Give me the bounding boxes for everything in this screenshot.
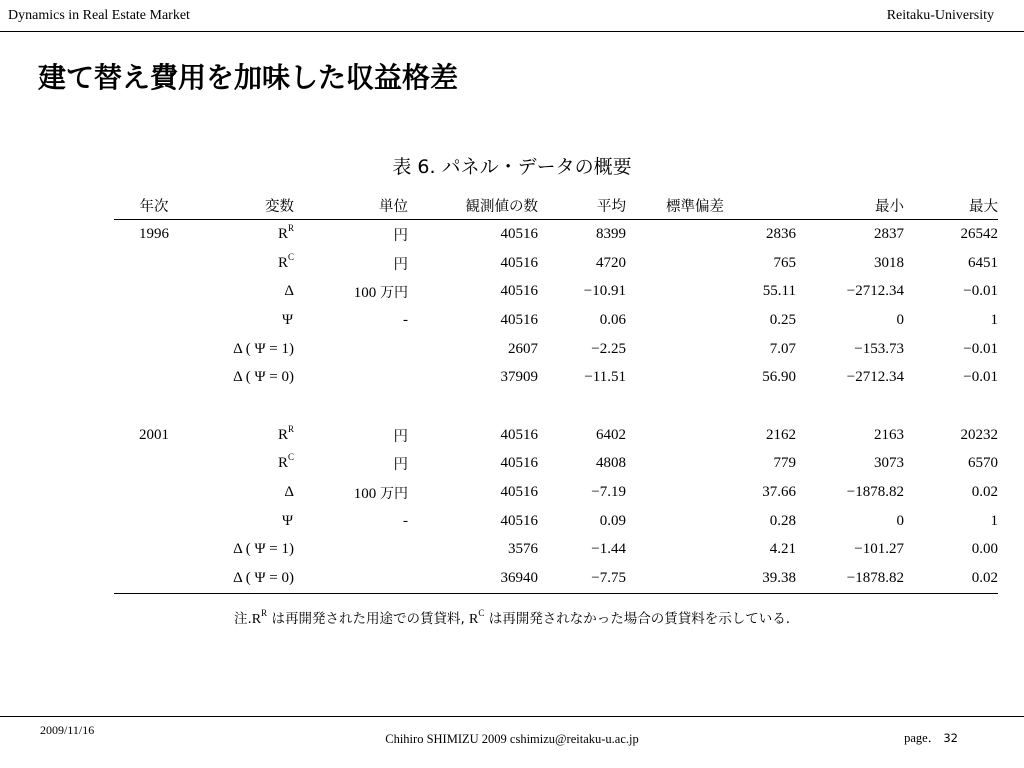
mean-cell: −7.19	[591, 484, 626, 501]
table-row	[114, 421, 998, 450]
std-dev-cell: 765	[773, 254, 796, 271]
table-row	[114, 478, 998, 507]
summary-table	[114, 192, 998, 594]
observations-cell: 40516	[500, 225, 538, 242]
mean-cell: −11.51	[584, 369, 626, 386]
variable-cell	[194, 450, 300, 479]
header-right-title: Reitaku-University	[886, 8, 994, 23]
mean-cell: 4720	[596, 254, 626, 271]
min-cell: 2837	[874, 225, 904, 242]
header-max: 最大	[904, 192, 998, 220]
unit-number: 100	[353, 485, 377, 502]
unit-cell	[300, 277, 408, 306]
variable-symbol: R	[277, 254, 288, 271]
max-cell: 0.02	[971, 484, 998, 501]
variable-cell	[194, 478, 300, 507]
variable-cell	[194, 421, 300, 450]
table-header-row	[114, 192, 998, 220]
variable-cell	[194, 363, 300, 392]
unit-cell	[300, 536, 408, 565]
variable-superscript: R	[287, 222, 294, 233]
note-suffix: は再開発されなかった場合の賃貸料を示している.	[488, 611, 790, 627]
min-cell: 0	[896, 512, 904, 529]
mean-cell: −1.44	[591, 541, 626, 558]
variable-superscript: C	[287, 452, 294, 463]
min-cell: 3073	[874, 455, 904, 472]
group-spacer-row	[114, 392, 998, 421]
year-cell	[114, 564, 194, 593]
unit-text: 万円	[380, 284, 408, 301]
max-cell: −0.01	[963, 369, 998, 386]
max-cell: −0.01	[963, 340, 998, 357]
observations-cell: 2607	[508, 340, 538, 357]
min-cell: −101.27	[854, 541, 904, 558]
unit-cell: 円	[393, 227, 408, 244]
slide-title: 建て替え費用を加味した収益格差	[38, 61, 459, 94]
year-cell	[114, 335, 194, 364]
std-dev-cell: 2836	[766, 225, 796, 242]
observations-cell: 40516	[500, 311, 538, 328]
header-variable: 変数	[194, 192, 300, 220]
unit-number: 100	[353, 284, 377, 301]
footer-author: Chihiro SHIMIZU 2009 cshimizu@reitaku-u.ac.jp	[385, 732, 639, 746]
max-cell: 1	[990, 512, 998, 529]
unit-cell	[300, 363, 408, 392]
observations-cell: 3576	[508, 541, 538, 558]
year-cell	[114, 306, 194, 335]
max-cell: 1	[990, 311, 998, 328]
footer-divider	[0, 716, 1024, 717]
table-row	[114, 450, 998, 479]
variable-symbol: R	[277, 225, 288, 242]
observations-cell: 40516	[500, 455, 538, 472]
mean-cell: 0.06	[599, 311, 626, 328]
max-cell: 26542	[960, 225, 998, 242]
footer-page	[904, 728, 958, 746]
std-dev-cell: 55.11	[762, 283, 796, 300]
header-min: 最小	[796, 192, 904, 220]
min-cell: 2163	[874, 426, 904, 443]
year-cell	[114, 249, 194, 278]
std-dev-cell: 0.25	[769, 311, 796, 328]
year-cell	[114, 536, 194, 565]
note-middle: は再開発された用途での賃貸料,	[271, 611, 465, 627]
variable-symbol: Δ ( Ψ = 1)	[233, 340, 294, 357]
std-dev-cell: 7.07	[769, 340, 796, 357]
unit-cell: 円	[393, 457, 408, 474]
table-body	[114, 220, 998, 594]
header-divider	[0, 31, 1024, 32]
note-r1-sup: R	[261, 608, 268, 618]
max-cell: 6570	[968, 455, 998, 472]
std-dev-cell: 37.66	[762, 484, 796, 501]
table-row	[114, 335, 998, 364]
std-dev-cell: 4.21	[769, 541, 796, 558]
note-r1: R	[251, 612, 262, 627]
max-cell: 6451	[968, 254, 998, 271]
year-cell	[114, 450, 194, 479]
table-caption: 表 6. パネル・データの概要	[392, 156, 632, 178]
header-observations: 観測値の数	[408, 192, 538, 220]
variable-superscript: C	[287, 251, 294, 262]
min-cell: −2712.34	[846, 283, 904, 300]
footer-date: 2009/11/16	[40, 723, 95, 737]
variable-cell	[194, 277, 300, 306]
variable-cell	[194, 507, 300, 536]
variable-symbol: Δ ( Ψ = 1)	[233, 541, 294, 558]
variable-cell	[194, 249, 300, 278]
table-row	[114, 564, 998, 593]
year-cell	[114, 363, 194, 392]
mean-cell: −2.25	[591, 340, 626, 357]
variable-symbol: R	[277, 426, 288, 443]
variable-superscript: R	[287, 423, 294, 434]
variable-cell	[194, 536, 300, 565]
unit-cell: 円	[393, 256, 408, 273]
mean-cell: −7.75	[538, 564, 626, 593]
variable-cell	[194, 564, 300, 593]
min-cell: −2712.34	[846, 369, 904, 386]
min-cell: −1878.82	[796, 564, 904, 593]
unit-cell: 円	[393, 428, 408, 445]
note-r2: R	[469, 612, 479, 627]
table-row	[114, 507, 998, 536]
header-left-title: Dynamics in Real Estate Market	[8, 8, 190, 23]
unit-cell: -	[403, 311, 408, 328]
table-row	[114, 306, 998, 335]
observations-cell: 40516	[500, 283, 538, 300]
std-dev-cell: 0.28	[769, 512, 796, 529]
observations-cell: 36940	[408, 564, 538, 593]
max-cell: 20232	[960, 426, 998, 443]
std-dev-cell: 2162	[766, 426, 796, 443]
std-dev-cell: 56.90	[762, 369, 796, 386]
variable-cell	[194, 220, 300, 249]
mean-cell: 4808	[596, 455, 626, 472]
footer-page-label: page	[904, 731, 928, 745]
max-cell: 0.00	[971, 541, 998, 558]
unit-cell	[300, 564, 408, 593]
variable-cell	[194, 306, 300, 335]
observations-cell: 40516	[500, 426, 538, 443]
variable-symbol: Δ ( Ψ = 0)	[233, 369, 294, 386]
header-year: 年次	[114, 192, 194, 220]
table-row	[114, 536, 998, 565]
mean-cell: 0.09	[599, 512, 626, 529]
table-row	[114, 363, 998, 392]
note-r2-sup: C	[478, 608, 485, 618]
min-cell: −1878.82	[846, 484, 904, 501]
observations-cell: 40516	[500, 484, 538, 501]
std-dev-cell: 779	[773, 455, 796, 472]
footer-page-separator: ．	[927, 731, 941, 745]
variable-symbol: R	[277, 455, 288, 472]
mean-cell: 8399	[596, 225, 626, 242]
variable-symbol: Δ ( Ψ = 0)	[233, 570, 294, 587]
observations-cell: 40516	[500, 512, 538, 529]
footer-page-number: 32	[943, 731, 958, 745]
observations-cell: 37909	[500, 369, 538, 386]
min-cell: 3018	[874, 254, 904, 271]
min-cell: −153.73	[854, 340, 904, 357]
mean-cell: 6402	[596, 426, 626, 443]
header-mean: 平均	[538, 192, 626, 220]
note-prefix: 注.	[234, 611, 252, 627]
year-cell: 2001	[139, 426, 169, 443]
variable-symbol: Ψ	[282, 512, 294, 529]
observations-cell: 40516	[500, 254, 538, 271]
unit-cell	[300, 335, 408, 364]
header-unit: 単位	[300, 192, 408, 220]
table-row	[114, 220, 998, 249]
header-std-dev: 標準偏差	[626, 192, 796, 220]
unit-cell	[300, 478, 408, 507]
variable-symbol: Δ	[284, 484, 294, 501]
variable-cell	[194, 335, 300, 364]
table-note	[0, 607, 1024, 628]
table-row	[114, 277, 998, 306]
year-cell	[114, 277, 194, 306]
unit-cell: -	[403, 512, 408, 529]
max-cell: 0.02	[904, 564, 998, 593]
unit-text: 万円	[380, 485, 408, 502]
year-cell	[114, 507, 194, 536]
year-cell: 1996	[139, 225, 169, 242]
std-dev-cell: 39.38	[626, 564, 796, 593]
mean-cell: −10.91	[583, 283, 626, 300]
variable-symbol: Δ	[284, 283, 294, 300]
max-cell: −0.01	[963, 283, 998, 300]
variable-symbol: Ψ	[282, 311, 294, 328]
min-cell: 0	[896, 311, 904, 328]
table-row	[114, 249, 998, 278]
spacer-cell	[114, 392, 998, 421]
year-cell	[114, 478, 194, 507]
